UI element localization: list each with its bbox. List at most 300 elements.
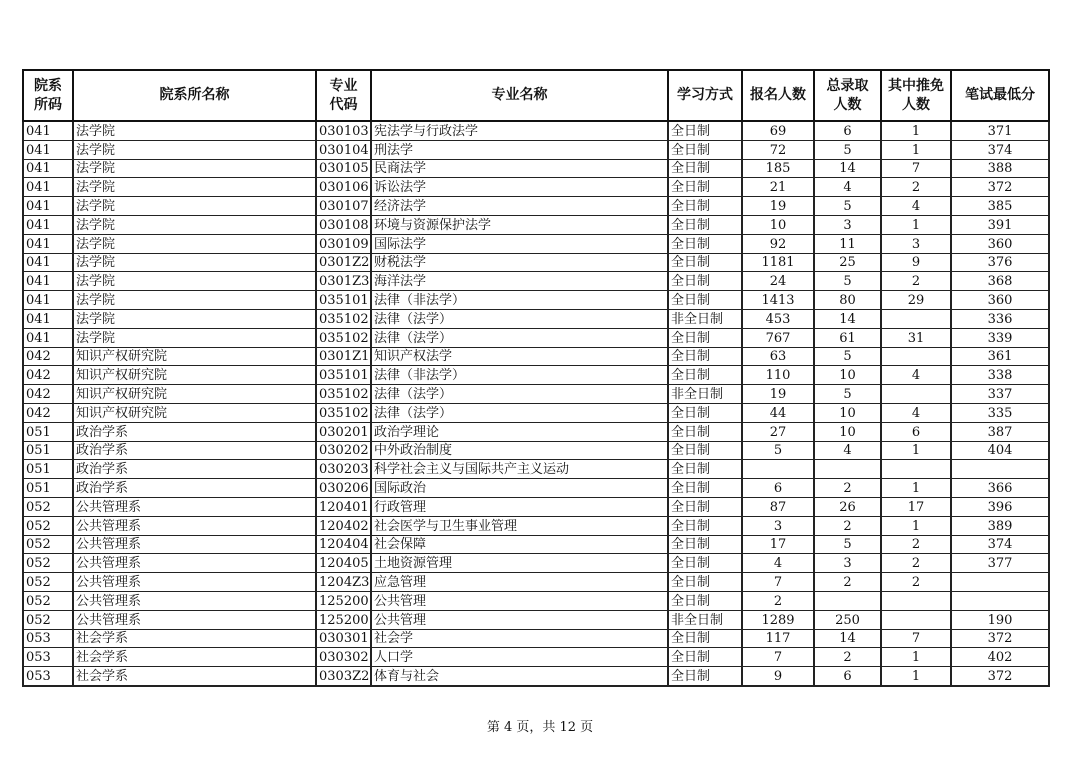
cell-min-score: 368 bbox=[951, 272, 1049, 291]
table-row bbox=[23, 629, 1049, 648]
table-row bbox=[23, 610, 1049, 629]
cell-admitted: 4 bbox=[814, 178, 881, 197]
cell-applicants: 7 bbox=[742, 648, 814, 667]
cell-major-name: 体育与社会 bbox=[371, 667, 668, 686]
table-row bbox=[23, 215, 1049, 234]
cell-major-code: 030103 bbox=[316, 121, 371, 140]
cell-major-name: 海洋法学 bbox=[371, 272, 668, 291]
cell-min-score: 376 bbox=[951, 253, 1049, 272]
cell-admitted: 14 bbox=[814, 159, 881, 178]
cell-major-name: 宪法学与行政法学 bbox=[371, 121, 668, 140]
table-row bbox=[23, 460, 1049, 479]
cell-major-code: 035101 bbox=[316, 291, 371, 310]
cell-recommended: 1 bbox=[881, 215, 951, 234]
cell-recommended: 9 bbox=[881, 253, 951, 272]
table-row bbox=[23, 385, 1049, 404]
cell-dept-name: 政治学系 bbox=[73, 422, 316, 441]
cell-applicants: 21 bbox=[742, 178, 814, 197]
cell-recommended: 2 bbox=[881, 272, 951, 291]
cell-major-name: 社会医学与卫生事业管理 bbox=[371, 516, 668, 535]
cell-major-code: 0301Z1 bbox=[316, 347, 371, 366]
cell-dept-code: 052 bbox=[23, 497, 73, 516]
cell-dept-code: 052 bbox=[23, 591, 73, 610]
cell-study-mode: 全日制 bbox=[668, 234, 742, 253]
cell-dept-code: 053 bbox=[23, 648, 73, 667]
table-row bbox=[23, 366, 1049, 385]
cell-admitted: 3 bbox=[814, 215, 881, 234]
cell-min-score: 337 bbox=[951, 385, 1049, 404]
cell-major-name: 法律（法学） bbox=[371, 309, 668, 328]
cell-study-mode: 全日制 bbox=[668, 591, 742, 610]
cell-major-name: 国际政治 bbox=[371, 479, 668, 498]
cell-admitted: 4 bbox=[814, 441, 881, 460]
table-row bbox=[23, 497, 1049, 516]
cell-study-mode: 全日制 bbox=[668, 479, 742, 498]
cell-applicants: 6 bbox=[742, 479, 814, 498]
cell-admitted: 5 bbox=[814, 272, 881, 291]
cell-major-code: 120401 bbox=[316, 497, 371, 516]
cell-major-name: 法律（法学） bbox=[371, 403, 668, 422]
cell-min-score: 372 bbox=[951, 178, 1049, 197]
cell-dept-name: 政治学系 bbox=[73, 479, 316, 498]
page-footer: 第 4 页，共 12 页 bbox=[486, 720, 594, 735]
cell-applicants: 24 bbox=[742, 272, 814, 291]
table-row bbox=[23, 667, 1049, 686]
cell-dept-name: 公共管理系 bbox=[73, 535, 316, 554]
cell-study-mode: 全日制 bbox=[668, 554, 742, 573]
cell-admitted: 10 bbox=[814, 403, 881, 422]
cell-study-mode: 全日制 bbox=[668, 178, 742, 197]
cell-study-mode: 非全日制 bbox=[668, 385, 742, 404]
cell-major-name: 民商法学 bbox=[371, 159, 668, 178]
cell-admitted: 14 bbox=[814, 629, 881, 648]
cell-major-code: 1204Z3 bbox=[316, 573, 371, 592]
cell-dept-name: 法学院 bbox=[73, 121, 316, 140]
cell-admitted: 5 bbox=[814, 140, 881, 159]
cell-admitted: 2 bbox=[814, 516, 881, 535]
cell-study-mode: 全日制 bbox=[668, 403, 742, 422]
cell-dept-name: 社会学系 bbox=[73, 667, 316, 686]
cell-recommended: 31 bbox=[881, 328, 951, 347]
cell-applicants: 27 bbox=[742, 422, 814, 441]
cell-dept-code: 041 bbox=[23, 215, 73, 234]
cell-admitted: 5 bbox=[814, 535, 881, 554]
cell-dept-name: 法学院 bbox=[73, 215, 316, 234]
cell-major-code: 035102 bbox=[316, 309, 371, 328]
cell-admitted: 2 bbox=[814, 573, 881, 592]
cell-dept-name: 公共管理系 bbox=[73, 591, 316, 610]
cell-applicants: 1289 bbox=[742, 610, 814, 629]
cell-major-name: 环境与资源保护法学 bbox=[371, 215, 668, 234]
table-row bbox=[23, 479, 1049, 498]
cell-study-mode: 全日制 bbox=[668, 629, 742, 648]
cell-recommended: 2 bbox=[881, 178, 951, 197]
cell-min-score: 361 bbox=[951, 347, 1049, 366]
cell-major-name: 法律（法学） bbox=[371, 328, 668, 347]
cell-dept-code: 051 bbox=[23, 479, 73, 498]
cell-recommended bbox=[881, 309, 951, 328]
cell-dept-code: 051 bbox=[23, 422, 73, 441]
header-major-code: 专业 代码 bbox=[316, 70, 371, 121]
cell-recommended: 6 bbox=[881, 422, 951, 441]
cell-study-mode: 全日制 bbox=[668, 197, 742, 216]
table-row bbox=[23, 535, 1049, 554]
cell-dept-name: 法学院 bbox=[73, 253, 316, 272]
cell-major-code: 035102 bbox=[316, 328, 371, 347]
cell-recommended: 4 bbox=[881, 197, 951, 216]
cell-dept-code: 052 bbox=[23, 516, 73, 535]
cell-recommended: 1 bbox=[881, 140, 951, 159]
cell-min-score: 404 bbox=[951, 441, 1049, 460]
cell-dept-code: 052 bbox=[23, 573, 73, 592]
cell-min-score: 339 bbox=[951, 328, 1049, 347]
cell-applicants bbox=[742, 460, 814, 479]
cell-dept-name: 政治学系 bbox=[73, 460, 316, 479]
cell-dept-name: 法学院 bbox=[73, 234, 316, 253]
cell-dept-name: 社会学系 bbox=[73, 629, 316, 648]
cell-dept-name: 公共管理系 bbox=[73, 573, 316, 592]
cell-applicants: 17 bbox=[742, 535, 814, 554]
cell-applicants: 44 bbox=[742, 403, 814, 422]
cell-major-code: 030203 bbox=[316, 460, 371, 479]
cell-major-code: 035102 bbox=[316, 385, 371, 404]
cell-study-mode: 全日制 bbox=[668, 121, 742, 140]
header-study-mode: 学习方式 bbox=[668, 70, 742, 121]
cell-dept-code: 052 bbox=[23, 610, 73, 629]
cell-study-mode: 全日制 bbox=[668, 253, 742, 272]
cell-dept-name: 公共管理系 bbox=[73, 497, 316, 516]
cell-major-name: 公共管理 bbox=[371, 610, 668, 629]
table-row bbox=[23, 554, 1049, 573]
cell-dept-name: 知识产权研究院 bbox=[73, 366, 316, 385]
cell-major-code: 0301Z2 bbox=[316, 253, 371, 272]
cell-min-score: 360 bbox=[951, 291, 1049, 310]
cell-applicants: 10 bbox=[742, 215, 814, 234]
cell-admitted: 3 bbox=[814, 554, 881, 573]
cell-study-mode: 全日制 bbox=[668, 667, 742, 686]
cell-applicants: 110 bbox=[742, 366, 814, 385]
cell-major-code: 030108 bbox=[316, 215, 371, 234]
header-major-name: 专业名称 bbox=[371, 70, 668, 121]
cell-recommended: 1 bbox=[881, 516, 951, 535]
header-recommended: 其中推免 人数 bbox=[881, 70, 951, 121]
cell-min-score: 391 bbox=[951, 215, 1049, 234]
cell-min-score: 335 bbox=[951, 403, 1049, 422]
cell-study-mode: 全日制 bbox=[668, 159, 742, 178]
cell-applicants: 185 bbox=[742, 159, 814, 178]
cell-dept-name: 知识产权研究院 bbox=[73, 385, 316, 404]
cell-min-score: 372 bbox=[951, 667, 1049, 686]
cell-dept-code: 051 bbox=[23, 441, 73, 460]
cell-study-mode: 全日制 bbox=[668, 648, 742, 667]
cell-applicants: 1181 bbox=[742, 253, 814, 272]
cell-major-code: 125200 bbox=[316, 610, 371, 629]
cell-applicants: 7 bbox=[742, 573, 814, 592]
cell-recommended bbox=[881, 385, 951, 404]
cell-dept-code: 041 bbox=[23, 272, 73, 291]
table-row bbox=[23, 234, 1049, 253]
cell-dept-code: 041 bbox=[23, 328, 73, 347]
cell-min-score bbox=[951, 591, 1049, 610]
cell-recommended: 4 bbox=[881, 366, 951, 385]
cell-study-mode: 非全日制 bbox=[668, 610, 742, 629]
cell-study-mode: 全日制 bbox=[668, 497, 742, 516]
cell-major-code: 120402 bbox=[316, 516, 371, 535]
cell-recommended bbox=[881, 591, 951, 610]
cell-major-name: 法律（非法学） bbox=[371, 291, 668, 310]
cell-major-name: 法律（法学） bbox=[371, 385, 668, 404]
cell-admitted: 25 bbox=[814, 253, 881, 272]
cell-dept-code: 051 bbox=[23, 460, 73, 479]
cell-min-score: 366 bbox=[951, 479, 1049, 498]
cell-applicants: 5 bbox=[742, 441, 814, 460]
table-row bbox=[23, 516, 1049, 535]
cell-major-name: 社会学 bbox=[371, 629, 668, 648]
cell-major-name: 应急管理 bbox=[371, 573, 668, 592]
cell-dept-code: 041 bbox=[23, 178, 73, 197]
cell-dept-name: 公共管理系 bbox=[73, 554, 316, 573]
cell-study-mode: 全日制 bbox=[668, 441, 742, 460]
cell-applicants: 87 bbox=[742, 497, 814, 516]
cell-dept-code: 042 bbox=[23, 366, 73, 385]
cell-applicants: 72 bbox=[742, 140, 814, 159]
cell-dept-name: 知识产权研究院 bbox=[73, 403, 316, 422]
cell-admitted bbox=[814, 460, 881, 479]
cell-recommended: 17 bbox=[881, 497, 951, 516]
document-page bbox=[22, 69, 1048, 687]
cell-dept-name: 社会学系 bbox=[73, 648, 316, 667]
cell-major-name: 国际法学 bbox=[371, 234, 668, 253]
cell-recommended bbox=[881, 610, 951, 629]
cell-recommended: 2 bbox=[881, 573, 951, 592]
cell-admitted: 2 bbox=[814, 648, 881, 667]
cell-study-mode: 全日制 bbox=[668, 535, 742, 554]
cell-min-score: 374 bbox=[951, 535, 1049, 554]
cell-dept-name: 法学院 bbox=[73, 309, 316, 328]
header-min-score: 笔试最低分 bbox=[951, 70, 1049, 121]
cell-study-mode: 全日制 bbox=[668, 140, 742, 159]
cell-recommended: 1 bbox=[881, 648, 951, 667]
cell-min-score: 371 bbox=[951, 121, 1049, 140]
cell-min-score: 338 bbox=[951, 366, 1049, 385]
cell-major-name: 人口学 bbox=[371, 648, 668, 667]
cell-dept-code: 053 bbox=[23, 629, 73, 648]
cell-dept-name: 政治学系 bbox=[73, 441, 316, 460]
cell-major-name: 诉讼法学 bbox=[371, 178, 668, 197]
cell-major-name: 经济法学 bbox=[371, 197, 668, 216]
cell-dept-name: 法学院 bbox=[73, 178, 316, 197]
cell-applicants: 1413 bbox=[742, 291, 814, 310]
cell-major-name: 公共管理 bbox=[371, 591, 668, 610]
cell-admitted: 80 bbox=[814, 291, 881, 310]
cell-major-code: 030109 bbox=[316, 234, 371, 253]
cell-min-score: 377 bbox=[951, 554, 1049, 573]
cell-recommended: 1 bbox=[881, 479, 951, 498]
cell-min-score bbox=[951, 573, 1049, 592]
cell-major-name: 政治学理论 bbox=[371, 422, 668, 441]
cell-study-mode: 全日制 bbox=[668, 366, 742, 385]
cell-study-mode: 全日制 bbox=[668, 328, 742, 347]
cell-major-code: 030107 bbox=[316, 197, 371, 216]
cell-admitted: 6 bbox=[814, 667, 881, 686]
cell-dept-name: 法学院 bbox=[73, 197, 316, 216]
cell-applicants: 117 bbox=[742, 629, 814, 648]
cell-applicants: 453 bbox=[742, 309, 814, 328]
cell-major-code: 035101 bbox=[316, 366, 371, 385]
cell-recommended: 1 bbox=[881, 121, 951, 140]
cell-admitted: 250 bbox=[814, 610, 881, 629]
cell-min-score: 389 bbox=[951, 516, 1049, 535]
cell-admitted bbox=[814, 591, 881, 610]
cell-major-name: 社会保障 bbox=[371, 535, 668, 554]
header-dept-code: 院系 所码 bbox=[23, 70, 73, 121]
cell-study-mode: 非全日制 bbox=[668, 309, 742, 328]
table-row bbox=[23, 422, 1049, 441]
cell-major-code: 030202 bbox=[316, 441, 371, 460]
cell-recommended: 7 bbox=[881, 159, 951, 178]
cell-study-mode: 全日制 bbox=[668, 215, 742, 234]
table-body bbox=[23, 121, 1049, 686]
cell-major-code: 030106 bbox=[316, 178, 371, 197]
header-dept-name: 院系所名称 bbox=[73, 70, 316, 121]
cell-recommended: 1 bbox=[881, 667, 951, 686]
cell-admitted: 5 bbox=[814, 347, 881, 366]
cell-major-code: 0303Z2 bbox=[316, 667, 371, 686]
cell-dept-code: 041 bbox=[23, 197, 73, 216]
cell-recommended: 2 bbox=[881, 535, 951, 554]
cell-major-code: 035102 bbox=[316, 403, 371, 422]
cell-admitted: 6 bbox=[814, 121, 881, 140]
table-row bbox=[23, 573, 1049, 592]
cell-major-name: 刑法学 bbox=[371, 140, 668, 159]
cell-study-mode: 全日制 bbox=[668, 347, 742, 366]
cell-major-code: 030206 bbox=[316, 479, 371, 498]
cell-applicants: 767 bbox=[742, 328, 814, 347]
cell-recommended: 3 bbox=[881, 234, 951, 253]
cell-min-score: 374 bbox=[951, 140, 1049, 159]
cell-dept-code: 041 bbox=[23, 309, 73, 328]
table-row bbox=[23, 328, 1049, 347]
cell-study-mode: 全日制 bbox=[668, 460, 742, 479]
table-row bbox=[23, 403, 1049, 422]
cell-study-mode: 全日制 bbox=[668, 422, 742, 441]
cell-applicants: 63 bbox=[742, 347, 814, 366]
cell-dept-code: 041 bbox=[23, 253, 73, 272]
cell-recommended: 2 bbox=[881, 554, 951, 573]
cell-dept-name: 法学院 bbox=[73, 140, 316, 159]
cell-recommended bbox=[881, 347, 951, 366]
cell-recommended bbox=[881, 460, 951, 479]
cell-admitted: 10 bbox=[814, 366, 881, 385]
cell-min-score: 387 bbox=[951, 422, 1049, 441]
cell-major-code: 030301 bbox=[316, 629, 371, 648]
cell-dept-code: 041 bbox=[23, 140, 73, 159]
header-admitted: 总录取 人数 bbox=[814, 70, 881, 121]
header-row bbox=[23, 70, 1049, 121]
cell-major-code: 120405 bbox=[316, 554, 371, 573]
cell-applicants: 2 bbox=[742, 591, 814, 610]
cell-major-name: 土地资源管理 bbox=[371, 554, 668, 573]
cell-dept-code: 041 bbox=[23, 121, 73, 140]
cell-study-mode: 全日制 bbox=[668, 272, 742, 291]
table-row bbox=[23, 441, 1049, 460]
cell-dept-code: 053 bbox=[23, 667, 73, 686]
cell-major-code: 030104 bbox=[316, 140, 371, 159]
cell-major-code: 125200 bbox=[316, 591, 371, 610]
table-row bbox=[23, 648, 1049, 667]
cell-dept-name: 公共管理系 bbox=[73, 610, 316, 629]
cell-dept-code: 041 bbox=[23, 159, 73, 178]
cell-min-score: 190 bbox=[951, 610, 1049, 629]
cell-min-score: 372 bbox=[951, 629, 1049, 648]
cell-study-mode: 全日制 bbox=[668, 516, 742, 535]
header-applicants: 报名人数 bbox=[742, 70, 814, 121]
table-row bbox=[23, 309, 1049, 328]
cell-dept-name: 知识产权研究院 bbox=[73, 347, 316, 366]
table-row bbox=[23, 272, 1049, 291]
cell-admitted: 5 bbox=[814, 197, 881, 216]
cell-major-code: 0301Z3 bbox=[316, 272, 371, 291]
table-row bbox=[23, 121, 1049, 140]
cell-major-code: 030201 bbox=[316, 422, 371, 441]
cell-dept-name: 法学院 bbox=[73, 272, 316, 291]
cell-dept-code: 052 bbox=[23, 535, 73, 554]
cell-major-name: 法律（非法学） bbox=[371, 366, 668, 385]
cell-major-code: 030105 bbox=[316, 159, 371, 178]
cell-recommended: 29 bbox=[881, 291, 951, 310]
cell-recommended: 7 bbox=[881, 629, 951, 648]
cell-admitted: 2 bbox=[814, 479, 881, 498]
cell-applicants: 4 bbox=[742, 554, 814, 573]
cell-min-score: 385 bbox=[951, 197, 1049, 216]
table-row bbox=[23, 140, 1049, 159]
cell-admitted: 10 bbox=[814, 422, 881, 441]
table-row bbox=[23, 159, 1049, 178]
cell-applicants: 69 bbox=[742, 121, 814, 140]
cell-major-code: 030302 bbox=[316, 648, 371, 667]
cell-dept-name: 公共管理系 bbox=[73, 516, 316, 535]
cell-major-code: 120404 bbox=[316, 535, 371, 554]
cell-min-score: 396 bbox=[951, 497, 1049, 516]
cell-major-name: 中外政治制度 bbox=[371, 441, 668, 460]
cell-study-mode: 全日制 bbox=[668, 291, 742, 310]
cell-major-name: 财税法学 bbox=[371, 253, 668, 272]
cell-dept-code: 041 bbox=[23, 234, 73, 253]
cell-applicants: 92 bbox=[742, 234, 814, 253]
table-row bbox=[23, 291, 1049, 310]
cell-dept-name: 法学院 bbox=[73, 159, 316, 178]
cell-dept-code: 052 bbox=[23, 554, 73, 573]
cell-min-score: 402 bbox=[951, 648, 1049, 667]
admission-table bbox=[22, 69, 1050, 687]
cell-dept-code: 041 bbox=[23, 291, 73, 310]
cell-recommended: 4 bbox=[881, 403, 951, 422]
cell-major-name: 行政管理 bbox=[371, 497, 668, 516]
cell-min-score: 336 bbox=[951, 309, 1049, 328]
cell-study-mode: 全日制 bbox=[668, 573, 742, 592]
cell-dept-name: 法学院 bbox=[73, 328, 316, 347]
cell-dept-code: 042 bbox=[23, 385, 73, 404]
cell-admitted: 14 bbox=[814, 309, 881, 328]
table-row bbox=[23, 178, 1049, 197]
table-row bbox=[23, 591, 1049, 610]
cell-applicants: 9 bbox=[742, 667, 814, 686]
cell-dept-code: 042 bbox=[23, 403, 73, 422]
cell-recommended: 1 bbox=[881, 441, 951, 460]
cell-admitted: 26 bbox=[814, 497, 881, 516]
table-row bbox=[23, 197, 1049, 216]
cell-min-score: 360 bbox=[951, 234, 1049, 253]
